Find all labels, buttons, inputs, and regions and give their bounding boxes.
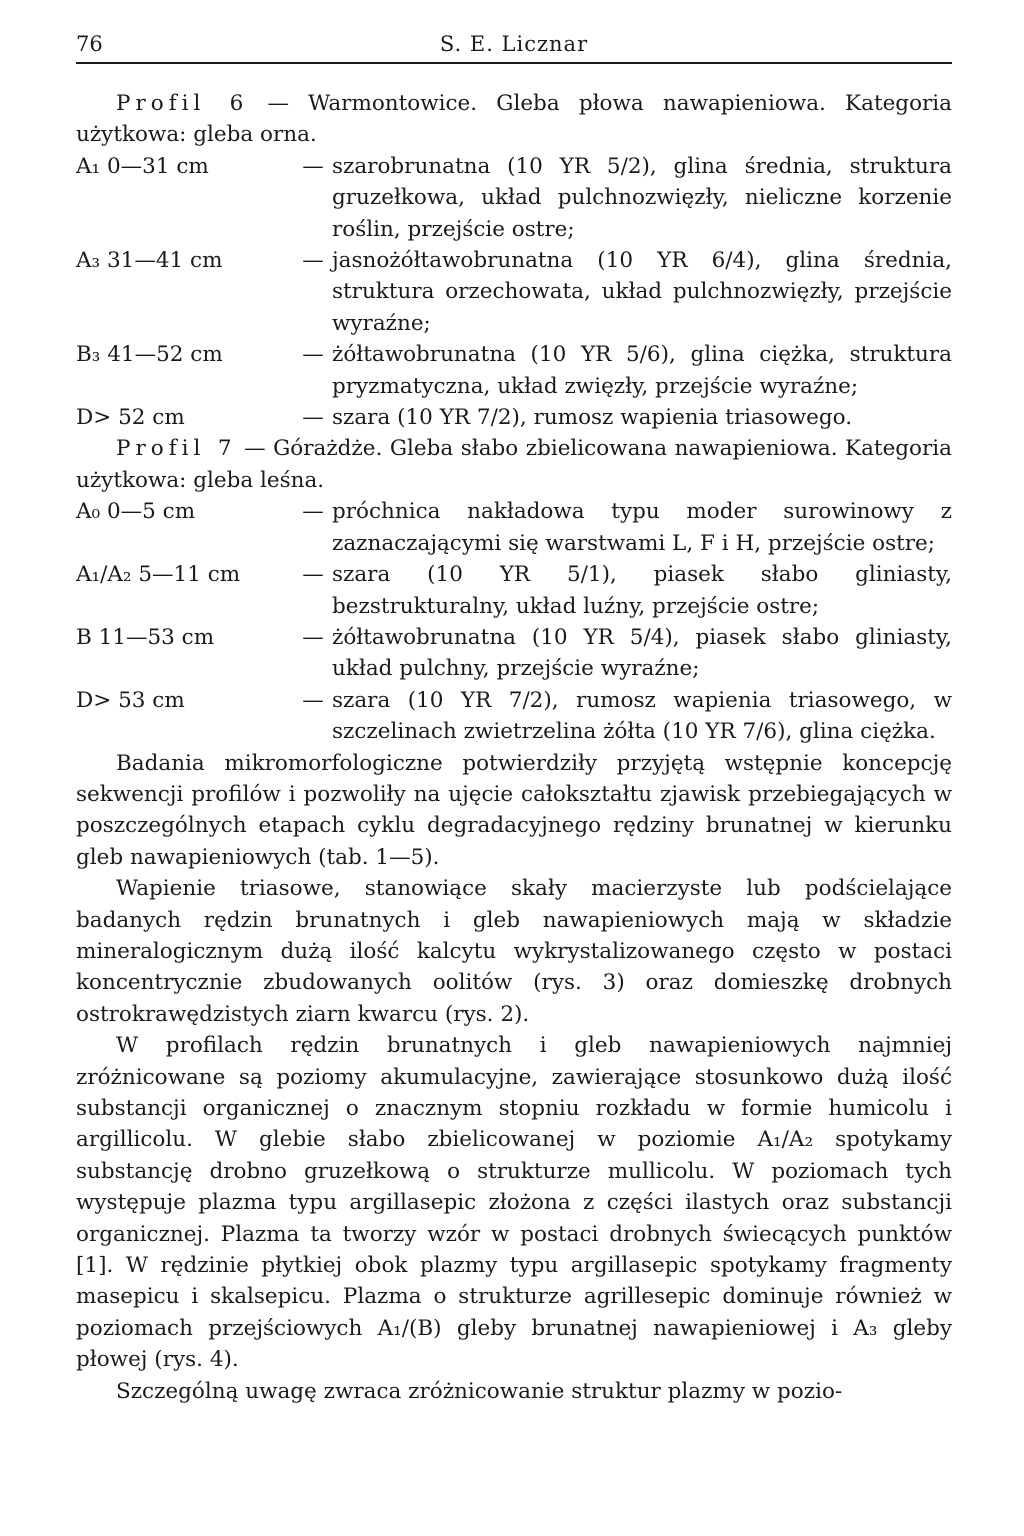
horizon-row (76, 339, 952, 402)
horizon-description: żółtawobrunatna (10 YR 5/4), piasek słabo gliniasty, układ pulchny, przejście wyraźne; (332, 624, 952, 682)
horizon-label: A₀ 0—5 cm (76, 499, 196, 525)
horizon-dash: — (302, 248, 324, 274)
body-paragraph: Szczególną uwagę zwraca zróżnicowanie struktur plazmy w pozio- (116, 1378, 843, 1404)
horizon-description: szara (10 YR 7/2), rumosz wapienia triasowego. (332, 405, 853, 431)
horizon-label: D> 53 cm (76, 687, 185, 713)
profile-6-title: — Warmontowice. Gleba płowa nawapieniowa. Kategoria użytkowa: gleba orna. (76, 91, 952, 148)
horizon-row (76, 559, 952, 622)
horizon-description: próchnica nakładowa typu moder surowinowy z zaznaczającymi się warstwami L, F i H, przejście ostre; (332, 499, 952, 556)
profile-7-title: — Górażdże. Gleba słabo zbielicowana nawapieniowa. Kategoria użytkowa: gleba leśna. (76, 436, 952, 493)
body-paragraph: W profilach rędzin brunatnych i gleb nawapieniowych najmniej zróżnicowane są poziomy akumulacyjne, zawierające stosunkowo dużą ilość substancji organicznej o znacznym stopniu rozkładu w formie humicolu i argillicolu. W glebie słabo zbielicowanej w poziomie A₁/A₂ spotykamy substancję drobno gruzełkową o strukturze mullicolu. W poziomach tych występuje plazma typu argillasepic złożona z części ilastych oraz substancji organicznej. Plazma ta tworzy wzór w postaci drobnych świecących punktów [1]. W rędzinie płytkiej obok plazmy typu argillasepic spotykamy fragmenty masepicu i skalsepicu. Plazma o strukturze agrillesepic dominuje również w poziomach przejściowych A₁/(B) gleby brunatnej nawapieniowej i A₃ gleby płowej (rys. 4). (76, 1033, 952, 1373)
profile-6-heading (76, 88, 952, 151)
horizon-dash: — (302, 153, 324, 179)
horizon-label: D> 52 cm (76, 405, 185, 431)
profile-7-heading (76, 433, 952, 496)
horizon-dash: — (302, 499, 324, 525)
horizon-row (76, 496, 952, 559)
horizon-description: żółtawobrunatna (10 YR 5/6), glina ciężka, struktura pryzmatyczna, układ zwięzły, przejście wyraźne; (332, 342, 952, 399)
horizon-row (76, 685, 952, 748)
horizon-description: jasnożółtawobrunatna (10 YR 6/4), glina średnia, struktura orzechowata, układ pulchnozwięzły, przejście wyraźne; (332, 248, 952, 336)
page-number: 76 (76, 32, 103, 56)
horizon-description: szarobrunatna (10 YR 5/2), glina średnia, struktura gruzełkowa, układ pulchnozwięzły, nieliczne korzenie roślin, przejście ostre; (332, 153, 952, 242)
horizon-row (76, 151, 952, 245)
horizon-row (76, 245, 952, 339)
horizon-label: B 11—53 cm (76, 624, 215, 650)
horizon-label: B₃ 41—52 cm (76, 342, 223, 368)
horizon-dash: — (302, 342, 324, 368)
horizon-label: A₁ 0—31 cm (76, 153, 209, 179)
body-paragraph: Wapienie triasowe, stanowiące skały macierzyste lub podścielające badanych rędzin brunatnych i gleb nawapieniowych mają w składzie mineralogicznym dużą ilość kalcytu wykrystalizowanego często w postaci koncentrycznie zbudowanych oolitów (rys. 3) oraz domieszkę drobnych ostrokrawędzistych ziarn kwarcu (rys. 2). (76, 876, 952, 1027)
horizon-description: szara (10 YR 5/1), piasek słabo gliniasty, bezstrukturalny, układ luźny, przejście ostre; (332, 562, 952, 619)
horizon-dash: — (302, 687, 324, 713)
profile-7-label: Profil 7 (116, 436, 237, 462)
running-author: S. E. Licznar (439, 32, 589, 56)
horizon-label: A₁/A₂ 5—11 cm (76, 562, 241, 588)
horizon-dash: — (302, 624, 324, 650)
horizon-row (76, 402, 952, 433)
horizon-row (76, 622, 952, 685)
body-paragraph: Badania mikromorfologiczne potwierdziły przyjętą wstępnie koncepcję sekwencji profilów i pozwoliły na ujęcie całokształtu zjawisk przebiegających w poszczególnych etapach cyklu degradacyjnego rędziny brunatnej w kierunku gleb nawapieniowych (tab. 1—5). (76, 750, 952, 870)
profile-6-label: Profil 6 (116, 91, 249, 116)
horizon-dash: — (302, 562, 324, 588)
horizon-dash: — (302, 405, 324, 431)
horizon-label: A₃ 31—41 cm (76, 248, 223, 274)
horizon-description: szara (10 YR 7/2), rumosz wapienia triasowego, w szczelinach zwietrzelina żółta (10 YR 7/6), glina ciężka. (332, 687, 952, 745)
page-body (76, 88, 952, 1407)
running-header (76, 28, 952, 64)
